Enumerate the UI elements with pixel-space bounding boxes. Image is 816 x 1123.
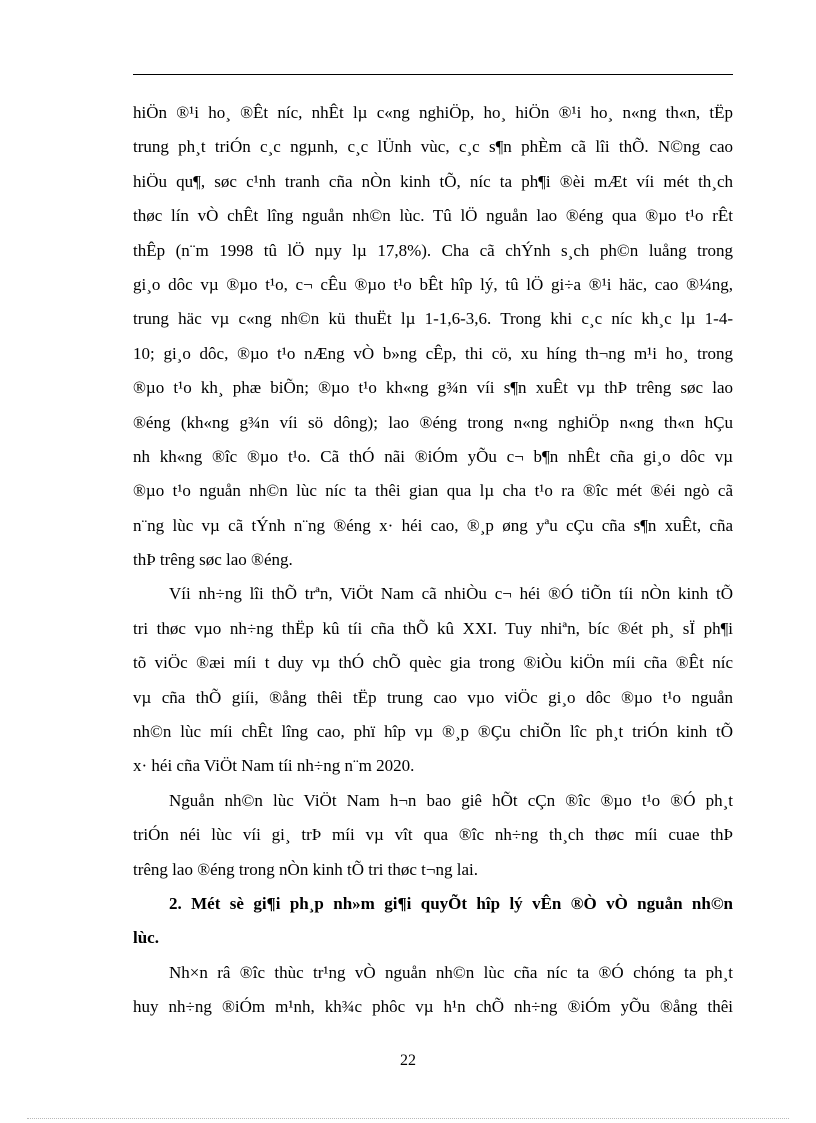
text-line: x· héi cña ViÖt Nam tíi nh÷ng n¨m 2020. [133, 756, 415, 776]
text-line: 10; gi¸o dôc, ®µo t¹o nÆng vÒ b»ng cÊp, thi cö, xu híng th¬ng m¹i ho¸ trong [133, 343, 733, 363]
text-line: thÞ trêng søc lao ®éng. [133, 550, 293, 570]
text-line: vµ cña thÕ giíi, ®ång thêi tËp trung cao vµo viÖc gi¸o dôc ®µo t¹o nguån [133, 687, 733, 707]
header-rule [133, 74, 733, 75]
text-line: thøc lín vÒ chÊt lîng nguån nh©n lùc. Tû lÖ nguån lao ®éng qua ®µo t¹o rÊt [133, 206, 733, 226]
text-line: tri thøc vµo nh÷ng thËp kû tíi cña thÕ kû XXI. Tuy nhiªn, bíc ®ét ph¸ sÏ ph¶i [133, 618, 733, 638]
text-line: thÊp (n¨m 1998 tû lÖ nµy lµ 17,8%). Cha cã chÝnh s¸ch ph©n luång trong [133, 240, 733, 260]
paragraph-start-line: Nguån nh©n lùc ViÖt Nam h¬n bao giê hÕt cÇn ®îc ®µo t¹o ®Ó ph¸t [169, 790, 733, 810]
section-heading: 2. Mét sè gi¶i ph¸p nh»m gi¶i quyÕt hîp lý vÊn ®Ò vÒ nguån nh©n [169, 893, 733, 913]
text-line: tõ viÖc ®æi míi t duy vµ thÓ chÕ quèc gia trong ®iÒu kiÖn míi cña ®Êt níc [133, 653, 733, 673]
section-heading-continued: lùc. [133, 928, 159, 948]
paragraph-start-line: Nh×n râ ®îc thùc tr¹ng vÒ nguån nh©n lùc cña níc ta ®Ó chóng ta ph¸t [169, 962, 733, 982]
text-line: huy nh÷ng ®iÓm m¹nh, kh¾c phôc vµ h¹n chÕ nh÷ng ®iÓm yÕu ®ång thêi [133, 997, 733, 1017]
text-line: ®µo t¹o nguån nh©n lùc níc ta thêi gian qua lµ cha t¹o ra ®îc mét ®éi ngò cã [133, 481, 733, 501]
text-line: gi¸o dôc vµ ®µo t¹o, c¬ cÊu ®µo t¹o bÊt hîp lý, tû lÖ gi÷a ®¹i häc, cao ®¼ng, [133, 274, 733, 294]
text-line: trung ph¸t triÓn c¸c ngµnh, c¸c lÜnh vùc, c¸c s¶n phÈm cã lîi thÕ. N©ng cao [133, 137, 733, 157]
text-line: ®µo t¹o kh¸ phæ biÕn; ®µo t¹o kh«ng g¾n víi s¶n xuÊt vµ thÞ trêng søc lao [133, 378, 733, 398]
text-line: trung häc vµ c«ng nh©n kü thuËt lµ 1-1,6-3,6. Trong khi c¸c níc kh¸c lµ 1-4- [133, 309, 733, 329]
paragraph-start-line: Víi nh÷ng lîi thÕ trªn, ViÖt Nam cã nhiÒu c¬ héi ®Ó tiÕn tíi nÒn kinh tÕ [169, 584, 733, 604]
text-line: hiÖn ®¹i ho¸ ®Êt níc, nhÊt lµ c«ng nghiÖp, ho¸ hiÖn ®¹i ho¸ n«ng th«n, tËp [133, 103, 733, 122]
footer-rule [27, 1118, 789, 1119]
text-line: ®éng (kh«ng g¾n víi sö dông); lao ®éng trong n«ng nghiÖp n«ng th«n hÇu [133, 412, 733, 432]
text-line: triÓn néi lùc víi gi¸ trÞ míi vµ vît qua ®îc nh÷ng th¸ch thøc míi cuae thÞ [133, 825, 733, 845]
text-line: trêng lao ®éng trong nÒn kinh tÕ tri thøc t¬ng lai. [133, 859, 478, 879]
text-line: hiÖu qu¶, søc c¹nh tranh cña nÒn kinh tÕ, níc ta ph¶i ®èi mÆt víi mét th¸ch [133, 171, 733, 191]
body-text [133, 96, 733, 1025]
text-line: n¨ng lùc vµ cã tÝnh n¨ng ®éng x· héi cao, ®¸p øng yªu cÇu cña s¶n xuÊt, cña [133, 515, 733, 535]
page-number: 22 [400, 1052, 416, 1069]
text-line: nh kh«ng ®îc ®µo t¹o. Cã thÓ nãi ®iÓm yÕu c¬ b¶n nhÊt cña gi¸o dôc vµ [133, 446, 733, 466]
text-line: nh©n lùc míi chÊt lîng cao, phï hîp vµ ®¸p ®Çu chiÕn lîc ph¸t triÓn kinh tÕ [133, 722, 733, 742]
